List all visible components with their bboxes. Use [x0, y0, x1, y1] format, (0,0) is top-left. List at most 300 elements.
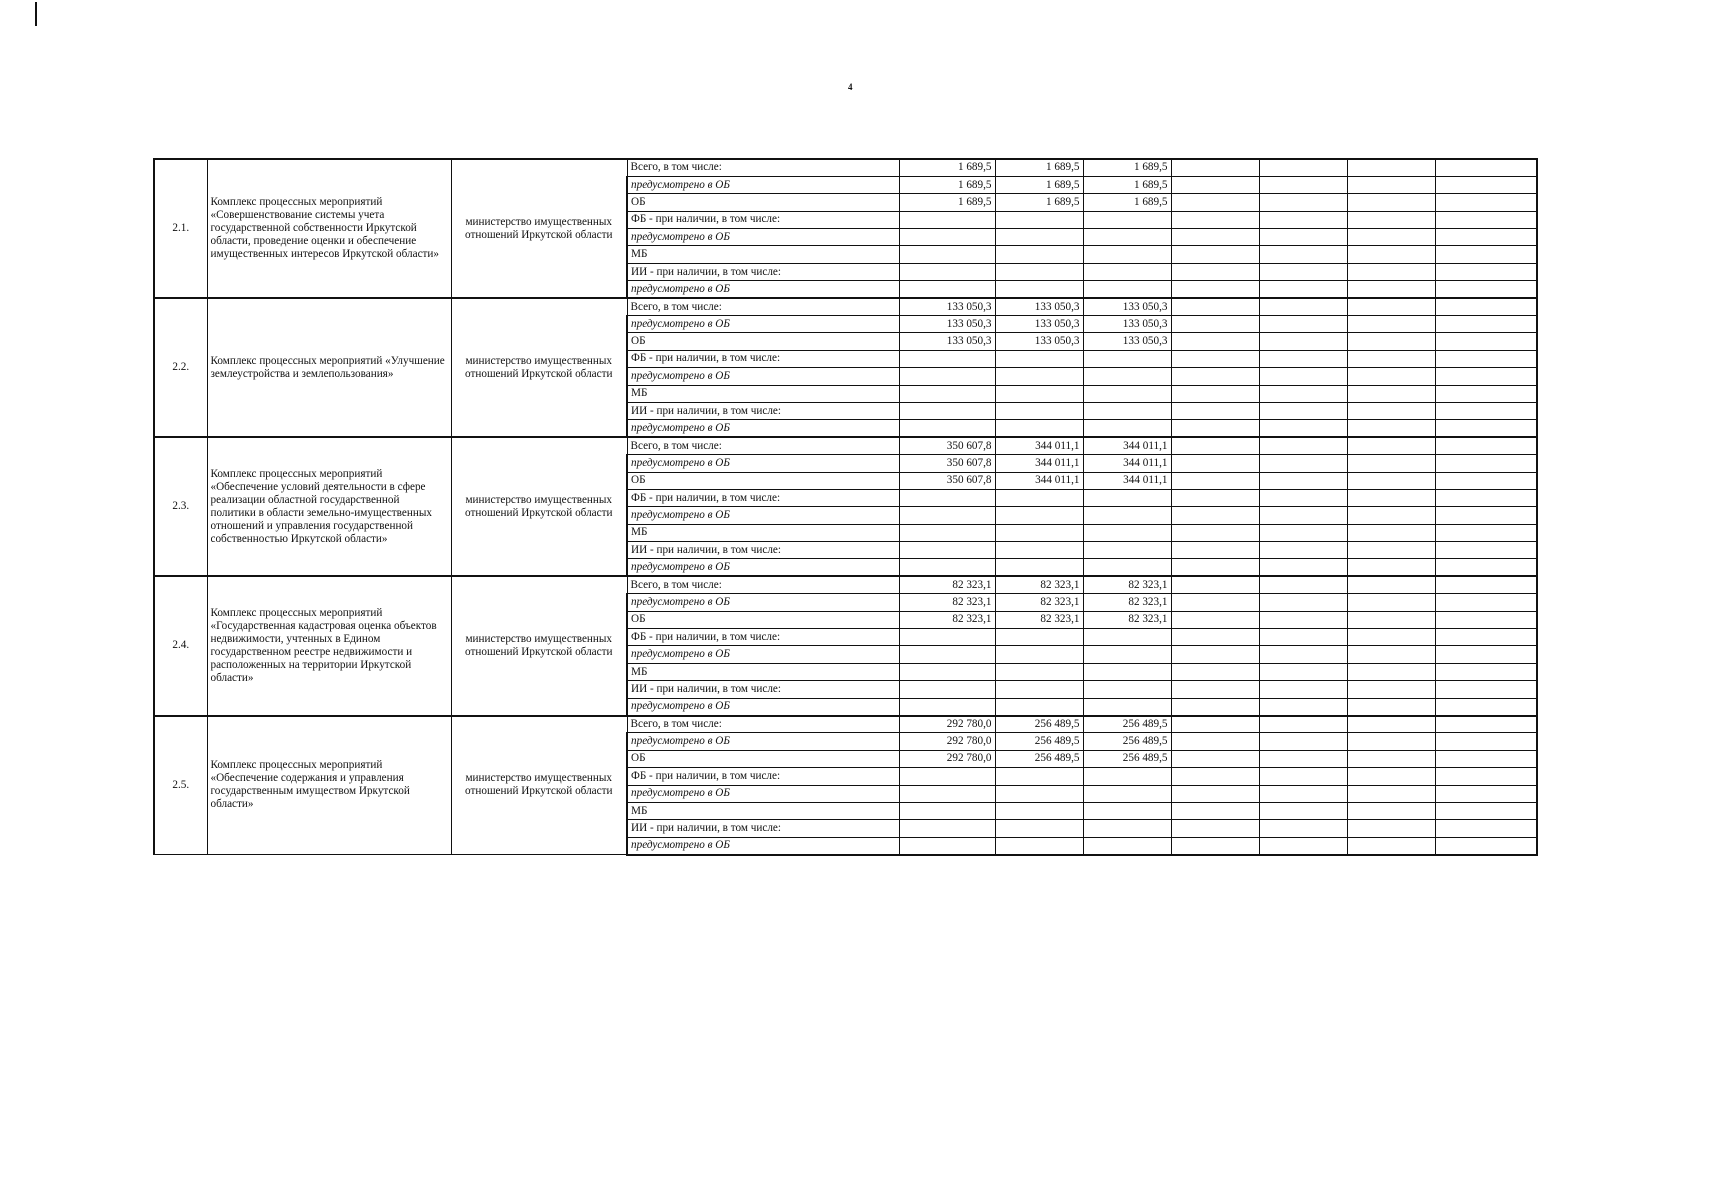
amount-cell — [1347, 316, 1435, 333]
amount-cell — [1259, 646, 1347, 663]
activity-name: Комплекс процессных мероприятий «Совершенствование системы учета государственной собственности Иркутской области, проведение оценки и обеспечение имущественных интересов Иркутской области» — [207, 159, 451, 298]
amount-cell — [1083, 507, 1171, 524]
amount-cell — [899, 368, 995, 385]
amount-cell — [1435, 733, 1537, 750]
funding-source-label: ИИ - при наличии, в том числе: — [627, 542, 899, 559]
amount-cell — [1435, 229, 1537, 246]
amount-cell: 344 011,1 — [995, 437, 1083, 454]
amount-cell — [1435, 750, 1537, 767]
amount-cell: 82 323,1 — [899, 594, 995, 611]
amount-cell — [995, 802, 1083, 819]
amount-cell — [1347, 472, 1435, 489]
amount-cell — [1435, 194, 1537, 211]
amount-cell — [1259, 785, 1347, 802]
amount-cell — [1435, 176, 1537, 193]
budget-table — [153, 158, 1538, 856]
amount-cell: 82 323,1 — [995, 594, 1083, 611]
amount-cell — [1435, 298, 1537, 315]
funding-source-label: МБ — [627, 802, 899, 819]
amount-cell: 256 489,5 — [995, 716, 1083, 733]
amount-cell — [1435, 455, 1537, 472]
amount-cell — [1259, 333, 1347, 350]
amount-cell — [899, 646, 995, 663]
funding-source-label: Всего, в том числе: — [627, 298, 899, 315]
amount-cell: 133 050,3 — [1083, 333, 1171, 350]
amount-cell — [1347, 159, 1435, 176]
amount-cell — [1171, 524, 1259, 541]
amount-cell — [995, 402, 1083, 419]
executor-name: министерство имущественных отношений Иркутской области — [451, 437, 627, 576]
amount-cell — [899, 211, 995, 228]
amount-cell — [995, 663, 1083, 680]
amount-cell: 133 050,3 — [995, 298, 1083, 315]
amount-cell — [899, 698, 995, 715]
activity-name: Комплекс процессных мероприятий «Государственная кадастровая оценка объектов недвижимости, учтенных в Едином государственном реестре недвижимости и расположенных на территории Иркутской области» — [207, 576, 451, 715]
amount-cell — [1347, 420, 1435, 437]
amount-cell — [995, 820, 1083, 837]
amount-cell — [899, 420, 995, 437]
activity-name: Комплекс процессных мероприятий «Обеспечение содержания и управления государственным имуществом Иркутской области» — [207, 716, 451, 855]
amount-cell — [1171, 507, 1259, 524]
amount-cell — [1171, 368, 1259, 385]
amount-cell — [1171, 611, 1259, 628]
amount-cell — [995, 837, 1083, 854]
amount-cell: 1 689,5 — [1083, 176, 1171, 193]
amount-cell — [1259, 194, 1347, 211]
amount-cell — [1083, 698, 1171, 715]
amount-cell — [1259, 176, 1347, 193]
amount-cell — [1435, 316, 1537, 333]
table-row — [154, 159, 1537, 176]
amount-cell — [995, 350, 1083, 367]
funding-source-label: предусмотрено в ОБ — [627, 646, 899, 663]
funding-source-label: ИИ - при наличии, в том числе: — [627, 681, 899, 698]
amount-cell — [1083, 681, 1171, 698]
amount-cell — [1435, 559, 1537, 576]
amount-cell: 344 011,1 — [995, 472, 1083, 489]
amount-cell: 256 489,5 — [1083, 750, 1171, 767]
amount-cell — [1435, 629, 1537, 646]
amount-cell — [899, 837, 995, 854]
amount-cell — [1259, 385, 1347, 402]
amount-cell — [995, 646, 1083, 663]
funding-source-label: Всего, в том числе: — [627, 716, 899, 733]
amount-cell — [899, 385, 995, 402]
amount-cell — [995, 698, 1083, 715]
amount-cell — [1435, 437, 1537, 454]
amount-cell — [1435, 594, 1537, 611]
funding-source-label: ФБ - при наличии, в том числе: — [627, 350, 899, 367]
amount-cell: 82 323,1 — [899, 576, 995, 593]
funding-source-label: предусмотрено в ОБ — [627, 698, 899, 715]
amount-cell — [899, 246, 995, 263]
amount-cell — [1259, 507, 1347, 524]
amount-cell — [899, 629, 995, 646]
amount-cell: 1 689,5 — [899, 194, 995, 211]
amount-cell — [1435, 681, 1537, 698]
amount-cell — [899, 229, 995, 246]
funding-source-label: ФБ - при наличии, в том числе: — [627, 629, 899, 646]
amount-cell — [1347, 663, 1435, 680]
amount-cell — [1083, 559, 1171, 576]
amount-cell: 256 489,5 — [995, 750, 1083, 767]
amount-cell — [995, 385, 1083, 402]
amount-cell — [995, 559, 1083, 576]
amount-cell — [1259, 733, 1347, 750]
amount-cell — [1435, 716, 1537, 733]
amount-cell — [1083, 368, 1171, 385]
amount-cell — [899, 524, 995, 541]
amount-cell — [1259, 263, 1347, 280]
amount-cell — [1083, 768, 1171, 785]
amount-cell — [1435, 785, 1537, 802]
amount-cell — [1347, 768, 1435, 785]
amount-cell — [1435, 646, 1537, 663]
amount-cell — [1171, 629, 1259, 646]
amount-cell — [1347, 281, 1435, 298]
amount-cell — [1435, 802, 1537, 819]
funding-source-label: ОБ — [627, 750, 899, 767]
amount-cell: 350 607,8 — [899, 437, 995, 454]
amount-cell: 256 489,5 — [1083, 716, 1171, 733]
executor-name: министерство имущественных отношений Иркутской области — [451, 159, 627, 298]
amount-cell: 292 780,0 — [899, 733, 995, 750]
amount-cell — [1347, 350, 1435, 367]
amount-cell: 256 489,5 — [995, 733, 1083, 750]
amount-cell — [1259, 681, 1347, 698]
amount-cell — [1259, 542, 1347, 559]
executor-name: министерство имущественных отношений Иркутской области — [451, 298, 627, 437]
funding-source-label: предусмотрено в ОБ — [627, 594, 899, 611]
amount-cell — [1171, 402, 1259, 419]
amount-cell — [1171, 542, 1259, 559]
amount-cell — [1171, 263, 1259, 280]
amount-cell: 133 050,3 — [899, 298, 995, 315]
amount-cell — [1347, 733, 1435, 750]
funding-source-label: ОБ — [627, 611, 899, 628]
amount-cell — [1435, 820, 1537, 837]
amount-cell — [995, 263, 1083, 280]
amount-cell — [1259, 350, 1347, 367]
amount-cell — [1171, 559, 1259, 576]
amount-cell: 133 050,3 — [1083, 316, 1171, 333]
amount-cell — [1083, 542, 1171, 559]
amount-cell — [1171, 333, 1259, 350]
amount-cell — [1347, 402, 1435, 419]
amount-cell — [1171, 316, 1259, 333]
amount-cell — [1083, 524, 1171, 541]
amount-cell — [995, 507, 1083, 524]
amount-cell — [1083, 385, 1171, 402]
amount-cell: 82 323,1 — [1083, 611, 1171, 628]
amount-cell: 344 011,1 — [1083, 455, 1171, 472]
amount-cell — [1171, 768, 1259, 785]
amount-cell — [1259, 455, 1347, 472]
amount-cell: 133 050,3 — [995, 333, 1083, 350]
amount-cell — [1347, 211, 1435, 228]
item-number: 2.3. — [154, 437, 207, 576]
amount-cell — [1435, 768, 1537, 785]
amount-cell — [899, 681, 995, 698]
item-number: 2.2. — [154, 298, 207, 437]
amount-cell — [1347, 333, 1435, 350]
amount-cell — [1171, 837, 1259, 854]
amount-cell — [1171, 159, 1259, 176]
amount-cell — [899, 489, 995, 506]
amount-cell — [1347, 194, 1435, 211]
amount-cell — [1435, 385, 1537, 402]
table-row — [154, 437, 1537, 454]
amount-cell — [1259, 246, 1347, 263]
amount-cell — [1347, 263, 1435, 280]
amount-cell — [1259, 559, 1347, 576]
amount-cell — [995, 629, 1083, 646]
amount-cell: 1 689,5 — [995, 176, 1083, 193]
amount-cell — [1171, 176, 1259, 193]
table-row — [154, 576, 1537, 593]
amount-cell — [1171, 281, 1259, 298]
item-number: 2.5. — [154, 716, 207, 855]
funding-source-label: предусмотрено в ОБ — [627, 785, 899, 802]
amount-cell — [1259, 802, 1347, 819]
amount-cell — [1171, 716, 1259, 733]
amount-cell — [1347, 611, 1435, 628]
amount-cell — [1347, 542, 1435, 559]
amount-cell — [1171, 472, 1259, 489]
amount-cell — [1347, 455, 1435, 472]
funding-source-label: Всего, в том числе: — [627, 437, 899, 454]
funding-source-label: ОБ — [627, 333, 899, 350]
amount-cell — [1435, 507, 1537, 524]
amount-cell — [1171, 750, 1259, 767]
amount-cell — [995, 229, 1083, 246]
amount-cell — [1083, 489, 1171, 506]
amount-cell — [995, 542, 1083, 559]
amount-cell — [899, 402, 995, 419]
executor-name: министерство имущественных отношений Иркутской области — [451, 716, 627, 855]
amount-cell — [899, 785, 995, 802]
amount-cell — [1259, 716, 1347, 733]
amount-cell — [1347, 524, 1435, 541]
amount-cell — [995, 489, 1083, 506]
amount-cell — [1171, 646, 1259, 663]
amount-cell — [1171, 802, 1259, 819]
amount-cell — [1171, 229, 1259, 246]
amount-cell: 1 689,5 — [1083, 159, 1171, 176]
amount-cell — [1171, 489, 1259, 506]
amount-cell — [1083, 820, 1171, 837]
amount-cell — [1171, 681, 1259, 698]
amount-cell: 1 689,5 — [899, 159, 995, 176]
amount-cell — [1259, 437, 1347, 454]
amount-cell — [1171, 455, 1259, 472]
amount-cell — [1259, 159, 1347, 176]
amount-cell: 82 323,1 — [1083, 576, 1171, 593]
amount-cell — [1347, 489, 1435, 506]
amount-cell — [1347, 681, 1435, 698]
amount-cell: 1 689,5 — [1083, 194, 1171, 211]
amount-cell: 344 011,1 — [1083, 437, 1171, 454]
amount-cell — [1347, 802, 1435, 819]
amount-cell — [1083, 802, 1171, 819]
amount-cell — [1347, 716, 1435, 733]
amount-cell — [1259, 629, 1347, 646]
budget-table-body — [154, 159, 1537, 855]
amount-cell — [1171, 246, 1259, 263]
amount-cell — [1171, 820, 1259, 837]
amount-cell — [1171, 211, 1259, 228]
amount-cell — [1083, 246, 1171, 263]
funding-source-label: предусмотрено в ОБ — [627, 837, 899, 854]
amount-cell — [1435, 263, 1537, 280]
amount-cell — [995, 420, 1083, 437]
amount-cell — [1435, 542, 1537, 559]
amount-cell: 82 323,1 — [899, 611, 995, 628]
amount-cell — [1259, 768, 1347, 785]
item-number: 2.1. — [154, 159, 207, 298]
funding-source-label: МБ — [627, 246, 899, 263]
amount-cell — [899, 507, 995, 524]
amount-cell — [1083, 402, 1171, 419]
amount-cell — [899, 350, 995, 367]
amount-cell: 1 689,5 — [899, 176, 995, 193]
amount-cell: 344 011,1 — [1083, 472, 1171, 489]
funding-source-label: ИИ - при наличии, в том числе: — [627, 263, 899, 280]
funding-source-label: ФБ - при наличии, в том числе: — [627, 489, 899, 506]
amount-cell — [1171, 733, 1259, 750]
amount-cell — [1083, 281, 1171, 298]
amount-cell — [899, 263, 995, 280]
amount-cell — [899, 768, 995, 785]
amount-cell — [1435, 576, 1537, 593]
amount-cell — [1259, 229, 1347, 246]
funding-source-label: ОБ — [627, 194, 899, 211]
amount-cell: 350 607,8 — [899, 472, 995, 489]
funding-source-label: предусмотрено в ОБ — [627, 229, 899, 246]
amount-cell — [1435, 350, 1537, 367]
amount-cell — [1083, 211, 1171, 228]
funding-source-label: предусмотрено в ОБ — [627, 559, 899, 576]
amount-cell — [1347, 576, 1435, 593]
amount-cell — [1171, 194, 1259, 211]
amount-cell — [1171, 663, 1259, 680]
amount-cell — [1347, 298, 1435, 315]
item-number: 2.4. — [154, 576, 207, 715]
amount-cell — [1083, 350, 1171, 367]
amount-cell — [1083, 629, 1171, 646]
funding-source-label: ФБ - при наличии, в том числе: — [627, 211, 899, 228]
amount-cell — [1259, 368, 1347, 385]
amount-cell — [1435, 246, 1537, 263]
funding-source-label: Всего, в том числе: — [627, 159, 899, 176]
amount-cell — [995, 368, 1083, 385]
executor-name: министерство имущественных отношений Иркутской области — [451, 576, 627, 715]
amount-cell — [1259, 750, 1347, 767]
amount-cell — [1347, 646, 1435, 663]
amount-cell — [1259, 698, 1347, 715]
amount-cell: 133 050,3 — [1083, 298, 1171, 315]
amount-cell — [1259, 402, 1347, 419]
amount-cell — [1435, 472, 1537, 489]
amount-cell: 82 323,1 — [995, 611, 1083, 628]
amount-cell — [1259, 420, 1347, 437]
funding-source-label: предусмотрено в ОБ — [627, 281, 899, 298]
amount-cell — [1259, 281, 1347, 298]
amount-cell — [1171, 385, 1259, 402]
amount-cell — [899, 802, 995, 819]
amount-cell — [1435, 663, 1537, 680]
amount-cell — [1347, 385, 1435, 402]
amount-cell — [1171, 785, 1259, 802]
amount-cell — [1171, 437, 1259, 454]
amount-cell — [899, 663, 995, 680]
table-row — [154, 716, 1537, 733]
amount-cell — [1259, 489, 1347, 506]
amount-cell — [899, 820, 995, 837]
amount-cell: 82 323,1 — [1083, 594, 1171, 611]
amount-cell — [1347, 820, 1435, 837]
amount-cell: 292 780,0 — [899, 716, 995, 733]
funding-source-label: предусмотрено в ОБ — [627, 420, 899, 437]
amount-cell — [899, 559, 995, 576]
amount-cell: 82 323,1 — [995, 576, 1083, 593]
amount-cell — [1347, 837, 1435, 854]
amount-cell — [1347, 594, 1435, 611]
amount-cell — [1435, 402, 1537, 419]
amount-cell — [1347, 559, 1435, 576]
amount-cell — [1083, 229, 1171, 246]
amount-cell — [1259, 316, 1347, 333]
activity-name: Комплекс процессных мероприятий «Обеспечение условий деятельности в сфере реализации областной государственной политики в области земельно-имущественных отношений и управления государственной собственностью Иркутской области» — [207, 437, 451, 576]
amount-cell — [1259, 837, 1347, 854]
amount-cell — [995, 246, 1083, 263]
amount-cell — [1347, 785, 1435, 802]
amount-cell — [1347, 229, 1435, 246]
amount-cell — [1435, 837, 1537, 854]
amount-cell — [1347, 507, 1435, 524]
table-row — [154, 298, 1537, 315]
amount-cell — [1435, 489, 1537, 506]
amount-cell — [1259, 211, 1347, 228]
amount-cell — [1435, 333, 1537, 350]
amount-cell: 133 050,3 — [899, 316, 995, 333]
amount-cell — [1435, 611, 1537, 628]
amount-cell — [1259, 576, 1347, 593]
funding-source-label: ИИ - при наличии, в том числе: — [627, 402, 899, 419]
amount-cell — [1259, 472, 1347, 489]
scan-edge-mark — [35, 2, 37, 26]
amount-cell: 133 050,3 — [995, 316, 1083, 333]
funding-source-label: предусмотрено в ОБ — [627, 507, 899, 524]
amount-cell — [1347, 437, 1435, 454]
amount-cell — [1347, 368, 1435, 385]
amount-cell — [1435, 524, 1537, 541]
amount-cell — [1347, 750, 1435, 767]
funding-source-label: ОБ — [627, 472, 899, 489]
amount-cell — [1171, 350, 1259, 367]
amount-cell — [995, 524, 1083, 541]
funding-source-label: МБ — [627, 663, 899, 680]
amount-cell — [995, 681, 1083, 698]
amount-cell — [1259, 820, 1347, 837]
amount-cell — [1083, 785, 1171, 802]
amount-cell — [1171, 594, 1259, 611]
amount-cell: 133 050,3 — [899, 333, 995, 350]
amount-cell: 344 011,1 — [995, 455, 1083, 472]
amount-cell — [1259, 611, 1347, 628]
amount-cell — [1259, 298, 1347, 315]
amount-cell — [1435, 211, 1537, 228]
